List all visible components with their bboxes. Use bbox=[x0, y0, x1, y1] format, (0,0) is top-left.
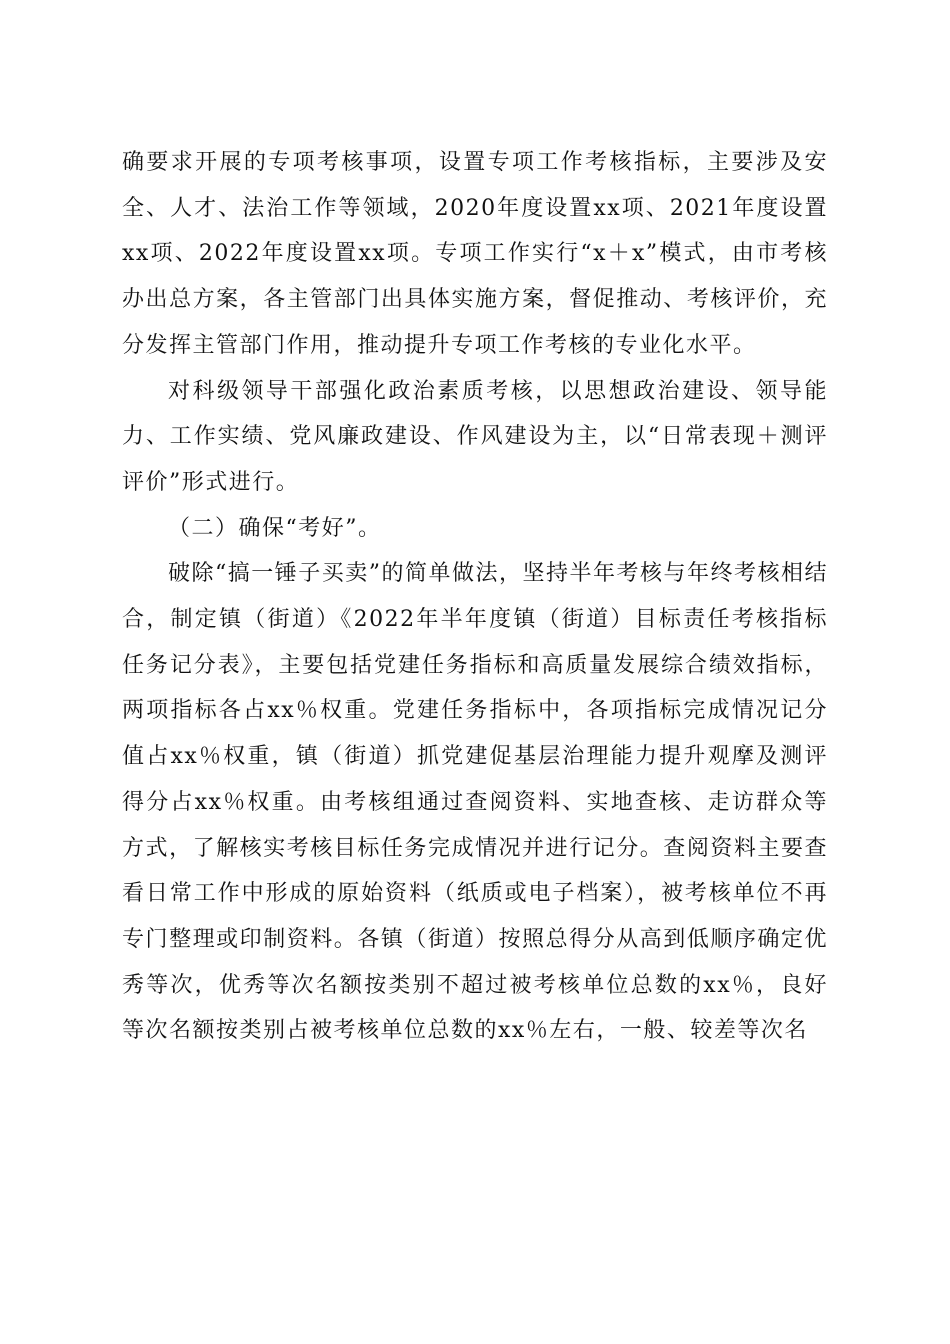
paragraph-leader-assessment: 对科级领导干部强化政治素质考核，以思想政治建设、领导能力、工作实绩、党风廉政建设、作风建设为主，以“日常表现＋测评评价”形式进行。 bbox=[122, 378, 828, 495]
paragraph-half-year-assessment: 破除“搞一锤子买卖”的简单做法，坚持半年考核与年终考核相结合，制定镇（街道）《2022年半年度镇（街道）目标责任考核指标任务记分表》，主要包括党建任务指标和高质量发展综合绩效指标，两项指标各占xx％权重。党建任务指标中，各项指标完成情况记分值占xx％权重，镇（街道）抓党建促基层治理能力提升观摩及测评得分占xx％权重。由考核组通过查阅资料、实地查核、走访群众等方式，了解核实考核目标任务完成情况并进行记分。查阅资料主要查看日常工作中形成的原始资料（纸质或电子档案），被考核单位不再专门整理或印制资料。各镇（街道）按照总得分从高到低顺序确定优秀等次，优秀等次名额按类别不超过被考核单位总数的xx％，良好等次名额按类别占被考核单位总数的xx％左右，一般、较差等次名 bbox=[122, 561, 828, 1044]
document-body bbox=[122, 140, 828, 1054]
paragraph-special-assessment: 确要求开展的专项考核事项，设置专项工作考核指标，主要涉及安全、人才、法治工作等领域，2020年度设置xx项、2021年度设置xx项、2022年度设置xx项。专项工作实行“x＋x”模式，由市考核办出总方案，各主管部门出具体实施方案，督促推动、考核评价，充分发挥主管部门作用，推动提升专项工作考核的专业化水平。 bbox=[122, 150, 828, 358]
section-heading: （二）确保“考好”。 bbox=[168, 515, 382, 541]
